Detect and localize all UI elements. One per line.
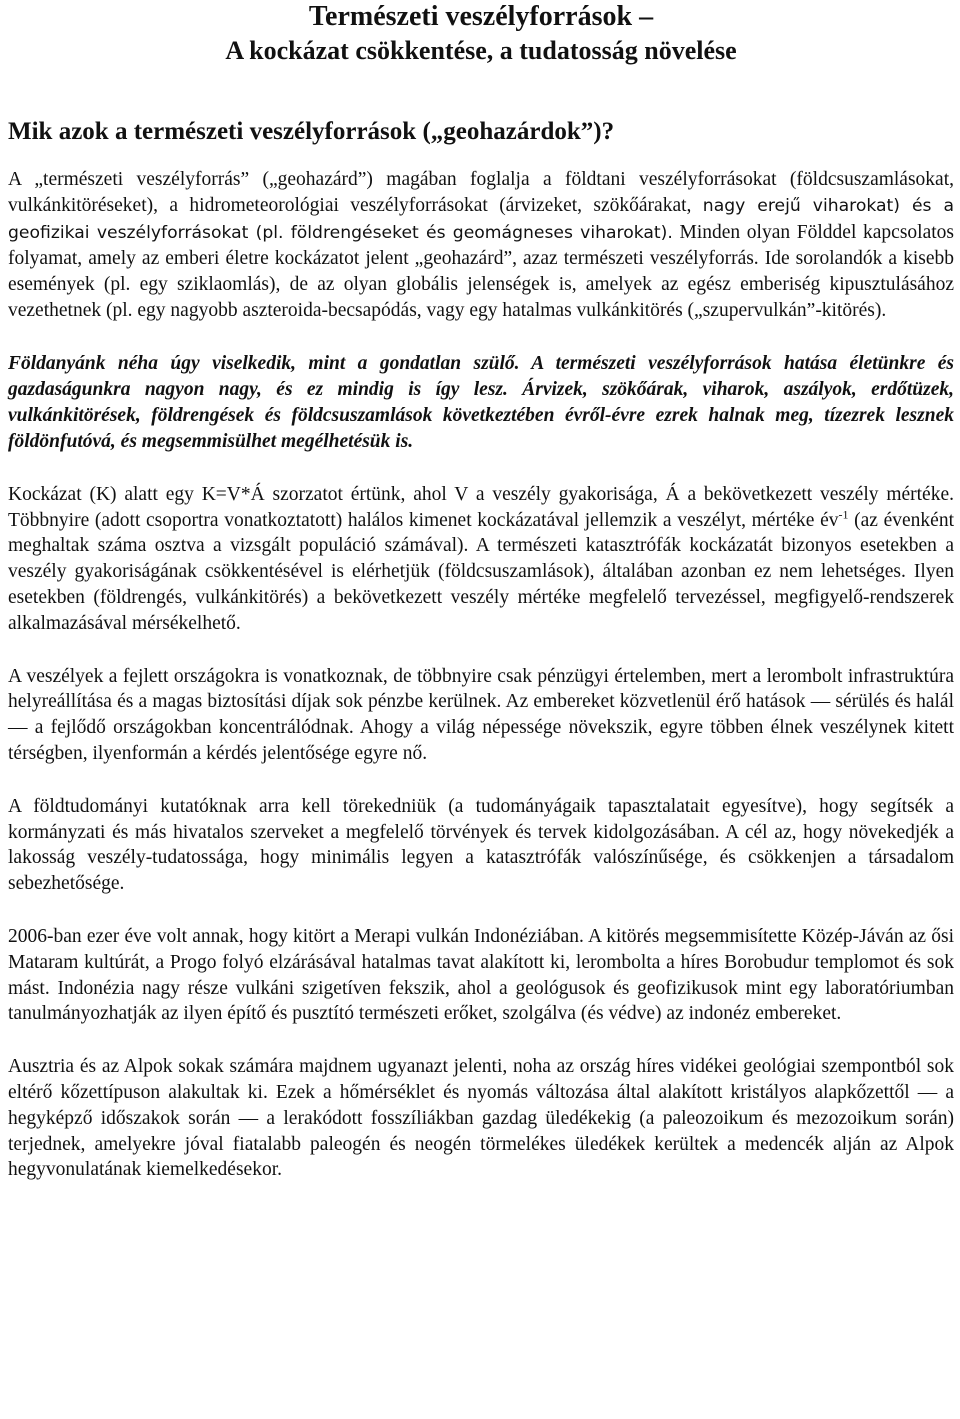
intro-text-part-1: A „természeti veszélyforrás” („geohazárd”) magában foglalja a földtani veszélyforrásokat (földcsuszamlásokat, vulkánkitöréseket), a hidrometeorológiai veszélyforrásokat (árvizeket, szökőárakat, (8, 169, 954, 216)
earth-scientists-paragraph: A földtudományi kutatóknak arra kell törekedniük (a tudományágaik tapasztalatait egyesítve), hogy segítsék a kormányzati és más hivatalos szerveket a megfelelő törvények és tervek kidolgozásában. A cél az, hogy növekedjék a lakosság veszély-tudatossága, hogy minimális legyen a katasztrófák valószínűsége, és csökkenjen a társadalom sebezhetősége. (8, 795, 954, 895)
emphasis-paragraph: Földanyánk néha úgy viselkedik, mint a gondatlan szülő. A természeti veszélyforrások hatása életünkre és gazdaságunkra nagyon nagy, és ez mindig is így lesz. Árvizek, szökőárak, viharok, aszályok, erdőtüzek, vulkánkitörések, földrengések és földcsuszamlások következtében évről-évre ezrek halnak meg, tízezrek lesznek földönfutóvá, és megsemmisülhet megélhetésük is. (8, 352, 954, 452)
section-heading: Mik azok a természeti veszélyforrások („geohazárdok”)? (8, 118, 615, 145)
austria-paragraph: Ausztria és az Alpok sokak számára majdnem ugyanazt jelenti, noha az ország híres vidékei geológiai szempontból sok eltérő kőzettípuson alakultak ki. Ezek a hőmérséklet és nyomás változása által alakított kristályos alapkőzettől — a hegyképző időszakok során — a lerakódott fosszíliákban gazdag üledékekig (a paleozoikum és mezozoikum során) terjednek, amelyekre jóval fiatalabb paleogén és neogén törmelékes üledékek kerültek a medencék alján az Alpok hegyvonulatának kiemelkedésekor. (8, 1056, 954, 1181)
merapi-paragraph: 2006-ban ezer éve volt annak, hogy kitört a Merapi vulkán Indonéziában. A kitörés megsemmisítette Közép-Jáván az ősi Mataram kultúrát, a Progo folyó elzárásával hatalmas tavat alakított ki, lerombolta a híres Borobudur templomot és sok mást. Indonézia nagy része vulkáni szigetíven fekszik, ahol a geológusok és geofizikusok mint egy laboratóriumban tanulmányozhatják az ilyen építő és pusztító természeti erőket, szolgálva (és védve) az indonéz embereket. (8, 925, 954, 1025)
risk-text-part-1: Kockázat (K) alatt egy K=V*Á szorzatot értünk, ahol V a veszély gyakorisága, Á a bekövetkezett veszély mértéke. Többnyire (adott csoportra vonatkoztatott) halálos kimenet kockázatával jellemzik a veszélyt, mértéke év (8, 483, 954, 531)
intro-text-part-2: nagy erejű viharokat) és a geofizikai veszélyforrásokat (pl. földrengéseket és geomágneses viharokat). (8, 195, 954, 243)
developed-countries-paragraph: A veszélyek a fejlett országokra is vonatkoznak, de többnyire csak pénzügyi értelemben, mert a lerombolt infrastruktúra helyreállítása és a magas biztosítási díjak sok pénzbe kerülnek. Az embereket közvetlenül érő hatások — sérülés és halál — a fejlődő országokban koncentrálódnak. Ahogy a világ népessége növekszik, egyre többen élnek veszélynek kitett térségben, ilyenformán a kérdés jelentősége egyre nő. (8, 665, 954, 764)
risk-paragraph (8, 482, 954, 637)
document-title: Természeti veszélyforrások – (308, 1, 654, 32)
risk-text-part-2: (az évenként meghaltak száma osztva a vizsgált populáció számával). A természeti katasztrófák kockázatát bizonyos esetekben a veszély gyakoriságának csökkentésével is elérhetjük (földcsuszamlások), általában azonban ez nem lehetséges. Ilyen esetekben (földrengés, vulkánkitörés) a bekövetkezett veszély mértéke megfelelő tervezéssel, megfigyelő-rendszerek alkalmazásával mérsékelhető. (8, 509, 954, 634)
document-subtitle: A kockázat csökkentése, a tudatosság növelése (225, 36, 737, 65)
risk-exponent: -1 (838, 507, 849, 522)
intro-paragraph (8, 167, 954, 324)
intro-text-part-3: Minden olyan Földdel kapcsolatos folyamat, amely az emberi életre kockázatot jelent „geohazárd”, azaz természeti veszélyforrás. Ide sorolandók a kisebb események (pl. egy sziklaomlás), de az olyan globális jelenségek is, amelyek az egész emberiség kipusztulásához vezethetnek (pl. egy nagyobb aszteroida-becsapódás, vagy egy hatalmas vulkánkitörés („szupervulkán”-kitörés). (8, 221, 954, 321)
